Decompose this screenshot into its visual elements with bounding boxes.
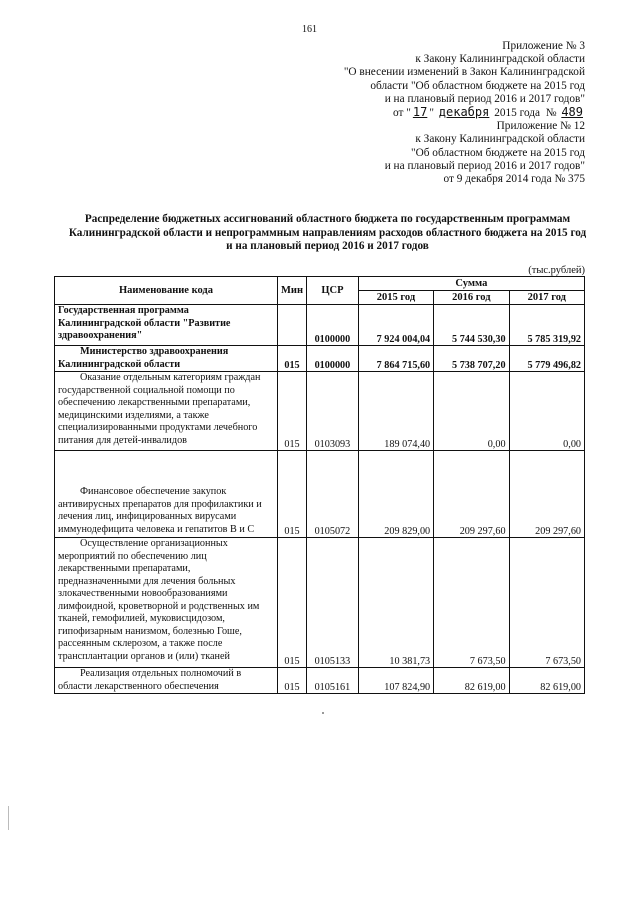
page-number: 161 — [302, 24, 317, 35]
col-sum-header: Сумма — [358, 277, 584, 291]
row-2015: 107 824,90 — [358, 668, 433, 694]
col-2016-header: 2016 год — [434, 291, 509, 305]
row-2017: 7 673,50 — [509, 538, 584, 668]
from-day: 17 — [412, 105, 428, 120]
row-min: 015 — [277, 346, 306, 372]
row-2015: 10 381,73 — [358, 538, 433, 668]
row-csr: 0100000 — [307, 305, 359, 346]
row-2015: 189 074,40 — [358, 372, 433, 451]
row-csr: 0105072 — [307, 451, 359, 538]
table-row — [55, 451, 585, 538]
appendix12-line: Приложение № 12 — [496, 120, 585, 133]
row-2016: 5 744 530,30 — [434, 305, 509, 346]
row-name: Реализация отдельных полномочий в области лекарственного обеспечения — [55, 668, 278, 694]
row-2015: 7 924 004,04 — [358, 305, 433, 346]
row-csr: 0105161 — [307, 668, 359, 694]
row-2016: 82 619,00 — [434, 668, 509, 694]
row-name: Государственная программа Калининградской области "Развитие здравоохранения" — [55, 305, 278, 346]
row-csr: 0105133 — [307, 538, 359, 668]
row-min: 015 — [277, 538, 306, 668]
from-prefix: от " — [393, 107, 411, 120]
col-2017-header: 2017 год — [509, 291, 584, 305]
budget2-line: и на плановый период 2016 и 2017 годов" — [384, 159, 585, 172]
header-block — [265, 40, 585, 186]
row-min: 015 — [277, 372, 306, 451]
row-min: 015 — [277, 451, 306, 538]
row-min — [277, 305, 306, 346]
amend1-line: "О внесении изменений в Закон Калининградской — [343, 66, 585, 79]
col-csr-header: ЦСР — [307, 277, 359, 305]
title-line-2: Калининградской области и непрограммным направлениям расходов областного бюджета на 2015 год — [68, 226, 587, 239]
col-min-header: Мин — [277, 277, 306, 305]
row-name: Министерство здравоохранения Калининградской области — [55, 346, 278, 372]
document-title — [55, 213, 600, 254]
title-line-1: Распределение бюджетных ассигнований областного бюджета по государственным программам — [84, 213, 571, 225]
table-row — [55, 346, 585, 372]
budget1-line: "Об областном бюджете на 2015 год — [410, 146, 585, 159]
row-2017: 5 779 496,82 — [509, 346, 584, 372]
col-name-header: Наименование кода — [55, 277, 278, 305]
row-2016: 0,00 — [434, 372, 509, 451]
amend3-line: и на плановый период 2016 и 2017 годов" — [384, 92, 585, 105]
table-row — [55, 538, 585, 668]
row-name: Оказание отдельным категориям граждан государственной социальной помощи по обеспечению лекарственными препаратами, медицинскими изделиями, а также специализированными продуктами лечебного питания для детей-инвалидов — [55, 372, 278, 451]
units-label: (тыс.рублей) — [528, 265, 585, 276]
from-mid: " — [429, 107, 434, 120]
row-2017: 209 297,60 — [509, 451, 584, 538]
budget-table — [54, 276, 585, 694]
scan-speck — [322, 712, 324, 714]
law1-line: к Закону Калининградской области — [415, 53, 585, 66]
col-2015-header: 2015 год — [358, 291, 433, 305]
dated-line: от 9 декабря 2014 года № 375 — [443, 173, 585, 186]
from-no: 489 — [561, 105, 583, 120]
from-no-label: № — [545, 107, 557, 120]
row-2015: 7 864 715,60 — [358, 346, 433, 372]
row-2016: 5 738 707,20 — [434, 346, 509, 372]
row-2015: 209 829,00 — [358, 451, 433, 538]
from-date-line — [265, 106, 585, 120]
row-2017: 82 619,00 — [509, 668, 584, 694]
header-row-1 — [55, 277, 585, 291]
table-row — [55, 305, 585, 346]
from-year: 2015 года — [494, 107, 541, 120]
table-row — [55, 372, 585, 451]
row-csr: 0100000 — [307, 346, 359, 372]
row-2017: 5 785 319,92 — [509, 305, 584, 346]
law2-line: к Закону Калининградской области — [415, 133, 585, 146]
row-name: Финансовое обеспечение закупок антивирусных препаратов для профилактики и лечения лиц, инфицированных вирусами иммунодефицита человека и гепатитов В и С — [55, 451, 278, 538]
title-line-3: и на плановый период 2016 и 2017 годов — [226, 240, 429, 252]
row-2017: 0,00 — [509, 372, 584, 451]
amend2-line: области "Об областном бюджете на 2015 год — [370, 79, 585, 92]
row-2016: 209 297,60 — [434, 451, 509, 538]
row-2016: 7 673,50 — [434, 538, 509, 668]
row-name: Осуществление организационных мероприятий по обеспечению лиц лекарственными препаратами, предназначенными для лечения больных злокачественными новообразованиями лимфоидной, кроветворной и родственных им тканей, гемофилией, муковисцидозом, гипофизарным нанизмом, болезнью Гоше, рассеянным склерозом, а также после трансплантации органов и (или) тканей — [55, 538, 278, 668]
appendix3-line: Приложение № 3 — [502, 40, 585, 52]
table-row — [55, 668, 585, 694]
row-min: 015 — [277, 668, 306, 694]
scan-edge-mark — [8, 806, 9, 830]
from-month: декабря — [438, 105, 490, 120]
row-csr: 0103093 — [307, 372, 359, 451]
